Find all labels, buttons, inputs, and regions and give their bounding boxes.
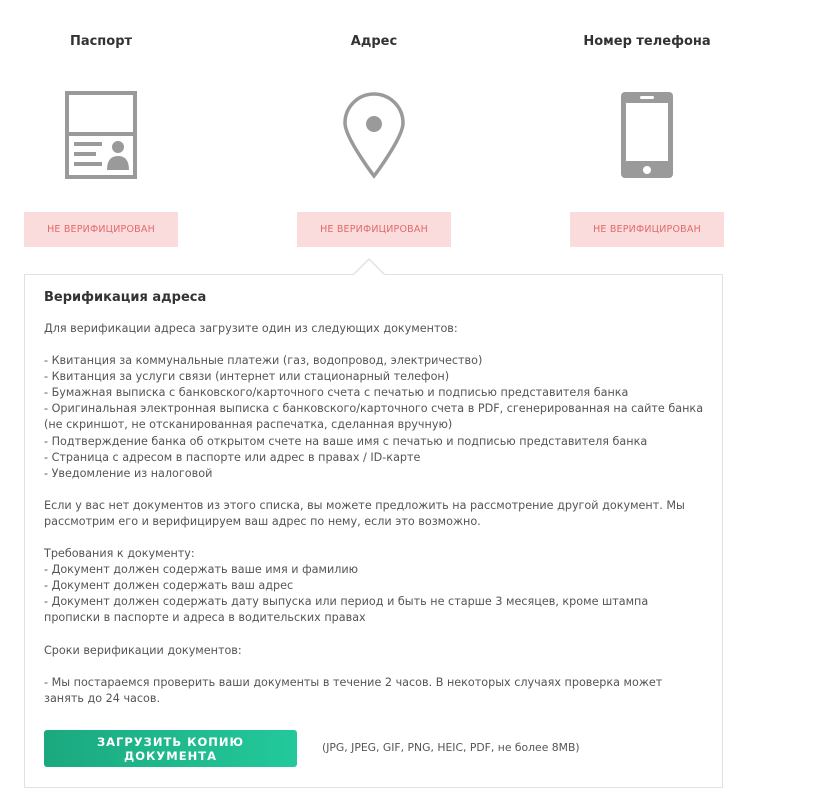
doc-item: - Квитанция за коммунальные платежи (газ, водопровод, электричество) (44, 354, 483, 368)
requirement-item: - Документ должен содержать ваше имя и фамилию (44, 563, 359, 577)
location-pin-icon (297, 90, 451, 180)
terms-text: - Мы постараемся проверить ваши документы в течение 2 часов. В некоторых случаях проверка может занять до 24 часов. (44, 675, 663, 705)
upload-document-button[interactable]: ЗАГРУЗИТЬ КОПИЮ ДОКУМЕНТА (44, 730, 297, 767)
phone-icon (570, 90, 724, 180)
requirements-title: Требования к документу: (44, 547, 195, 561)
panel-body (44, 321, 704, 707)
terms-title: Сроки верификации документов: (44, 643, 242, 657)
requirement-item: - Документ должен содержать ваш адрес (44, 579, 294, 593)
passport-status-badge: НЕ ВЕРИФИЦИРОВАН (24, 212, 178, 247)
doc-item: - Квитанция за услуги связи (интернет или стационарный телефон) (44, 370, 450, 384)
phone-status-badge: НЕ ВЕРИФИЦИРОВАН (570, 212, 724, 247)
phone-title: Номер телефона (583, 34, 711, 49)
panel-title: Верификация адреса (44, 290, 207, 305)
address-verification-panel (24, 274, 723, 788)
doc-item: - Подтверждение банка об открытом счете на ваше имя с печатью и подписью представителя банка (44, 434, 648, 448)
passport-title: Паспорт (69, 34, 133, 49)
passport-icon (24, 90, 178, 180)
panel-pointer-fill (353, 260, 385, 276)
doc-item: - Уведомление из налоговой (44, 466, 213, 480)
doc-item: - Бумажная выписка с банковского/карточного счета с печатью и подписью представителя банка (44, 386, 629, 400)
alternative-text: Если у вас нет документов из этого списка, вы можете предложить на рассмотрение другой документ. Мы рассмотрим его и верифицируем ваш адрес по нему, если это возможно. (44, 498, 685, 528)
address-title: Адрес (350, 34, 398, 49)
doc-item: - Страница с адресом в паспорте или адрес в правах / ID-карте (44, 450, 421, 464)
file-formats-note: (JPG, JPEG, GIF, PNG, HEIC, PDF, не более 8MB) (322, 741, 580, 754)
address-status-badge: НЕ ВЕРИФИЦИРОВАН (297, 212, 451, 247)
doc-item: - Оригинальная электронная выписка с банковского/карточного счета в PDF, сгенерированная на сайте банка (не скриншот, не отсканированная распечатка, сделанная вручную) (44, 402, 704, 432)
requirement-item: - Документ должен содержать дату выпуска или период и быть не старше 3 месяцев, кроме штампа прописки в паспорте и адреса в водительских правах (44, 595, 649, 625)
intro-text: Для верификации адреса загрузите один из следующих документов: (44, 322, 458, 335)
